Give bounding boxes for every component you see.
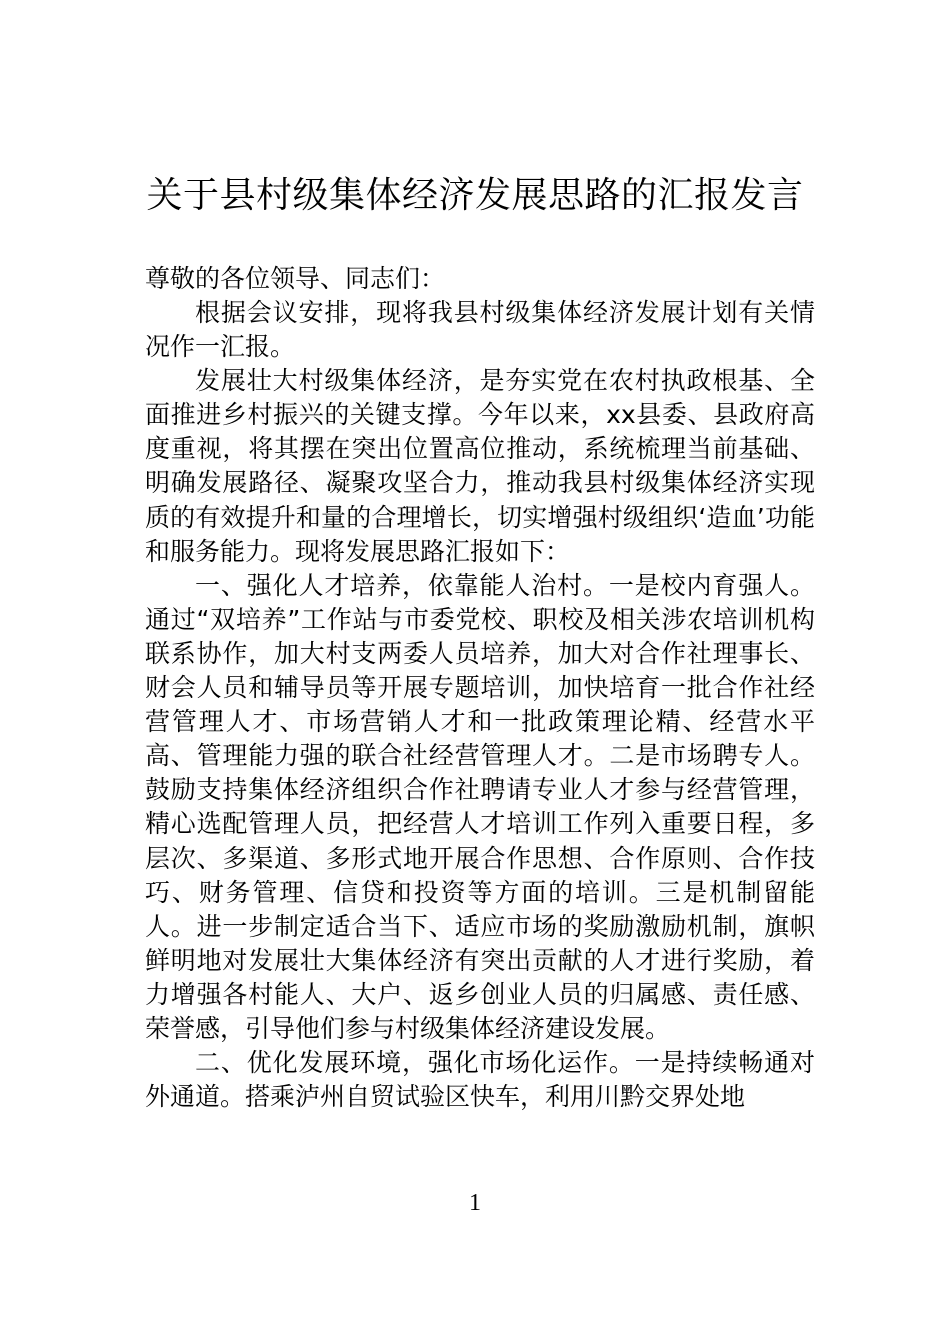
- page-number: 1: [469, 1190, 481, 1216]
- salutation: 尊敬的各位领导、同志们：: [145, 264, 446, 293]
- paragraph-section-two: 二、优化发展环境，强化市场化运作。一是持续畅通对外通道。搭乘泸州自贸试验区快车，利用川黔交界处地: [145, 1048, 815, 1112]
- document-title: 关于县村级集体经济发展思路的汇报发言: [146, 175, 804, 216]
- document-body: [145, 296, 815, 1114]
- paragraph-intro: 根据会议安排，现将我县村级集体经济发展计划有关情况作一汇报。: [145, 298, 815, 362]
- paragraph-section-one: 一、强化人才培养，依靠能人治村。一是校内育强人。通过“双培养”工作站与市委党校、职校及相关涉农培训机构联系协作，加大村支两委人员培养，加大对合作社理事长、财会人员和辅导员等开展专题培训，加快培育一批合作社经营管理人才、市场营销人才和一批政策理论精、经营水平高、管理能力强的联合社经营管理人才。二是市场聘专人。鼓励支持集体经济组织合作社聘请专业人才参与经营管理，精心选配管理人员，把经营人才培训工作列入重要日程，多层次、多渠道、多形式地开展合作思想、合作原则、合作技巧、财务管理、信贷和投资等方面的培训。三是机制留能人。进一步制定适合当下、适应市场的奖励激励机制，旗帜鲜明地对发展壮大集体经济有突出贡献的人才进行奖励，着力增强各村能人、大户、返乡创业人员的归属感、责任感、荣誉感，引导他们参与村级集体经济建设发展。: [145, 570, 815, 1043]
- paragraph-background: 发展壮大村级集体经济，是夯实党在农村执政根基、全面推进乡村振兴的关键支撑。今年以来，xx县委、县政府高度重视，将其摆在突出位置高位推动，系统梳理当前基础、明确发展路径、凝聚攻坚合力，推动我县村级集体经济实现质的有效提升和量的合理增长，切实增强村级组织‘造血’功能和服务能力。现将发展思路汇报如下：: [145, 366, 815, 566]
